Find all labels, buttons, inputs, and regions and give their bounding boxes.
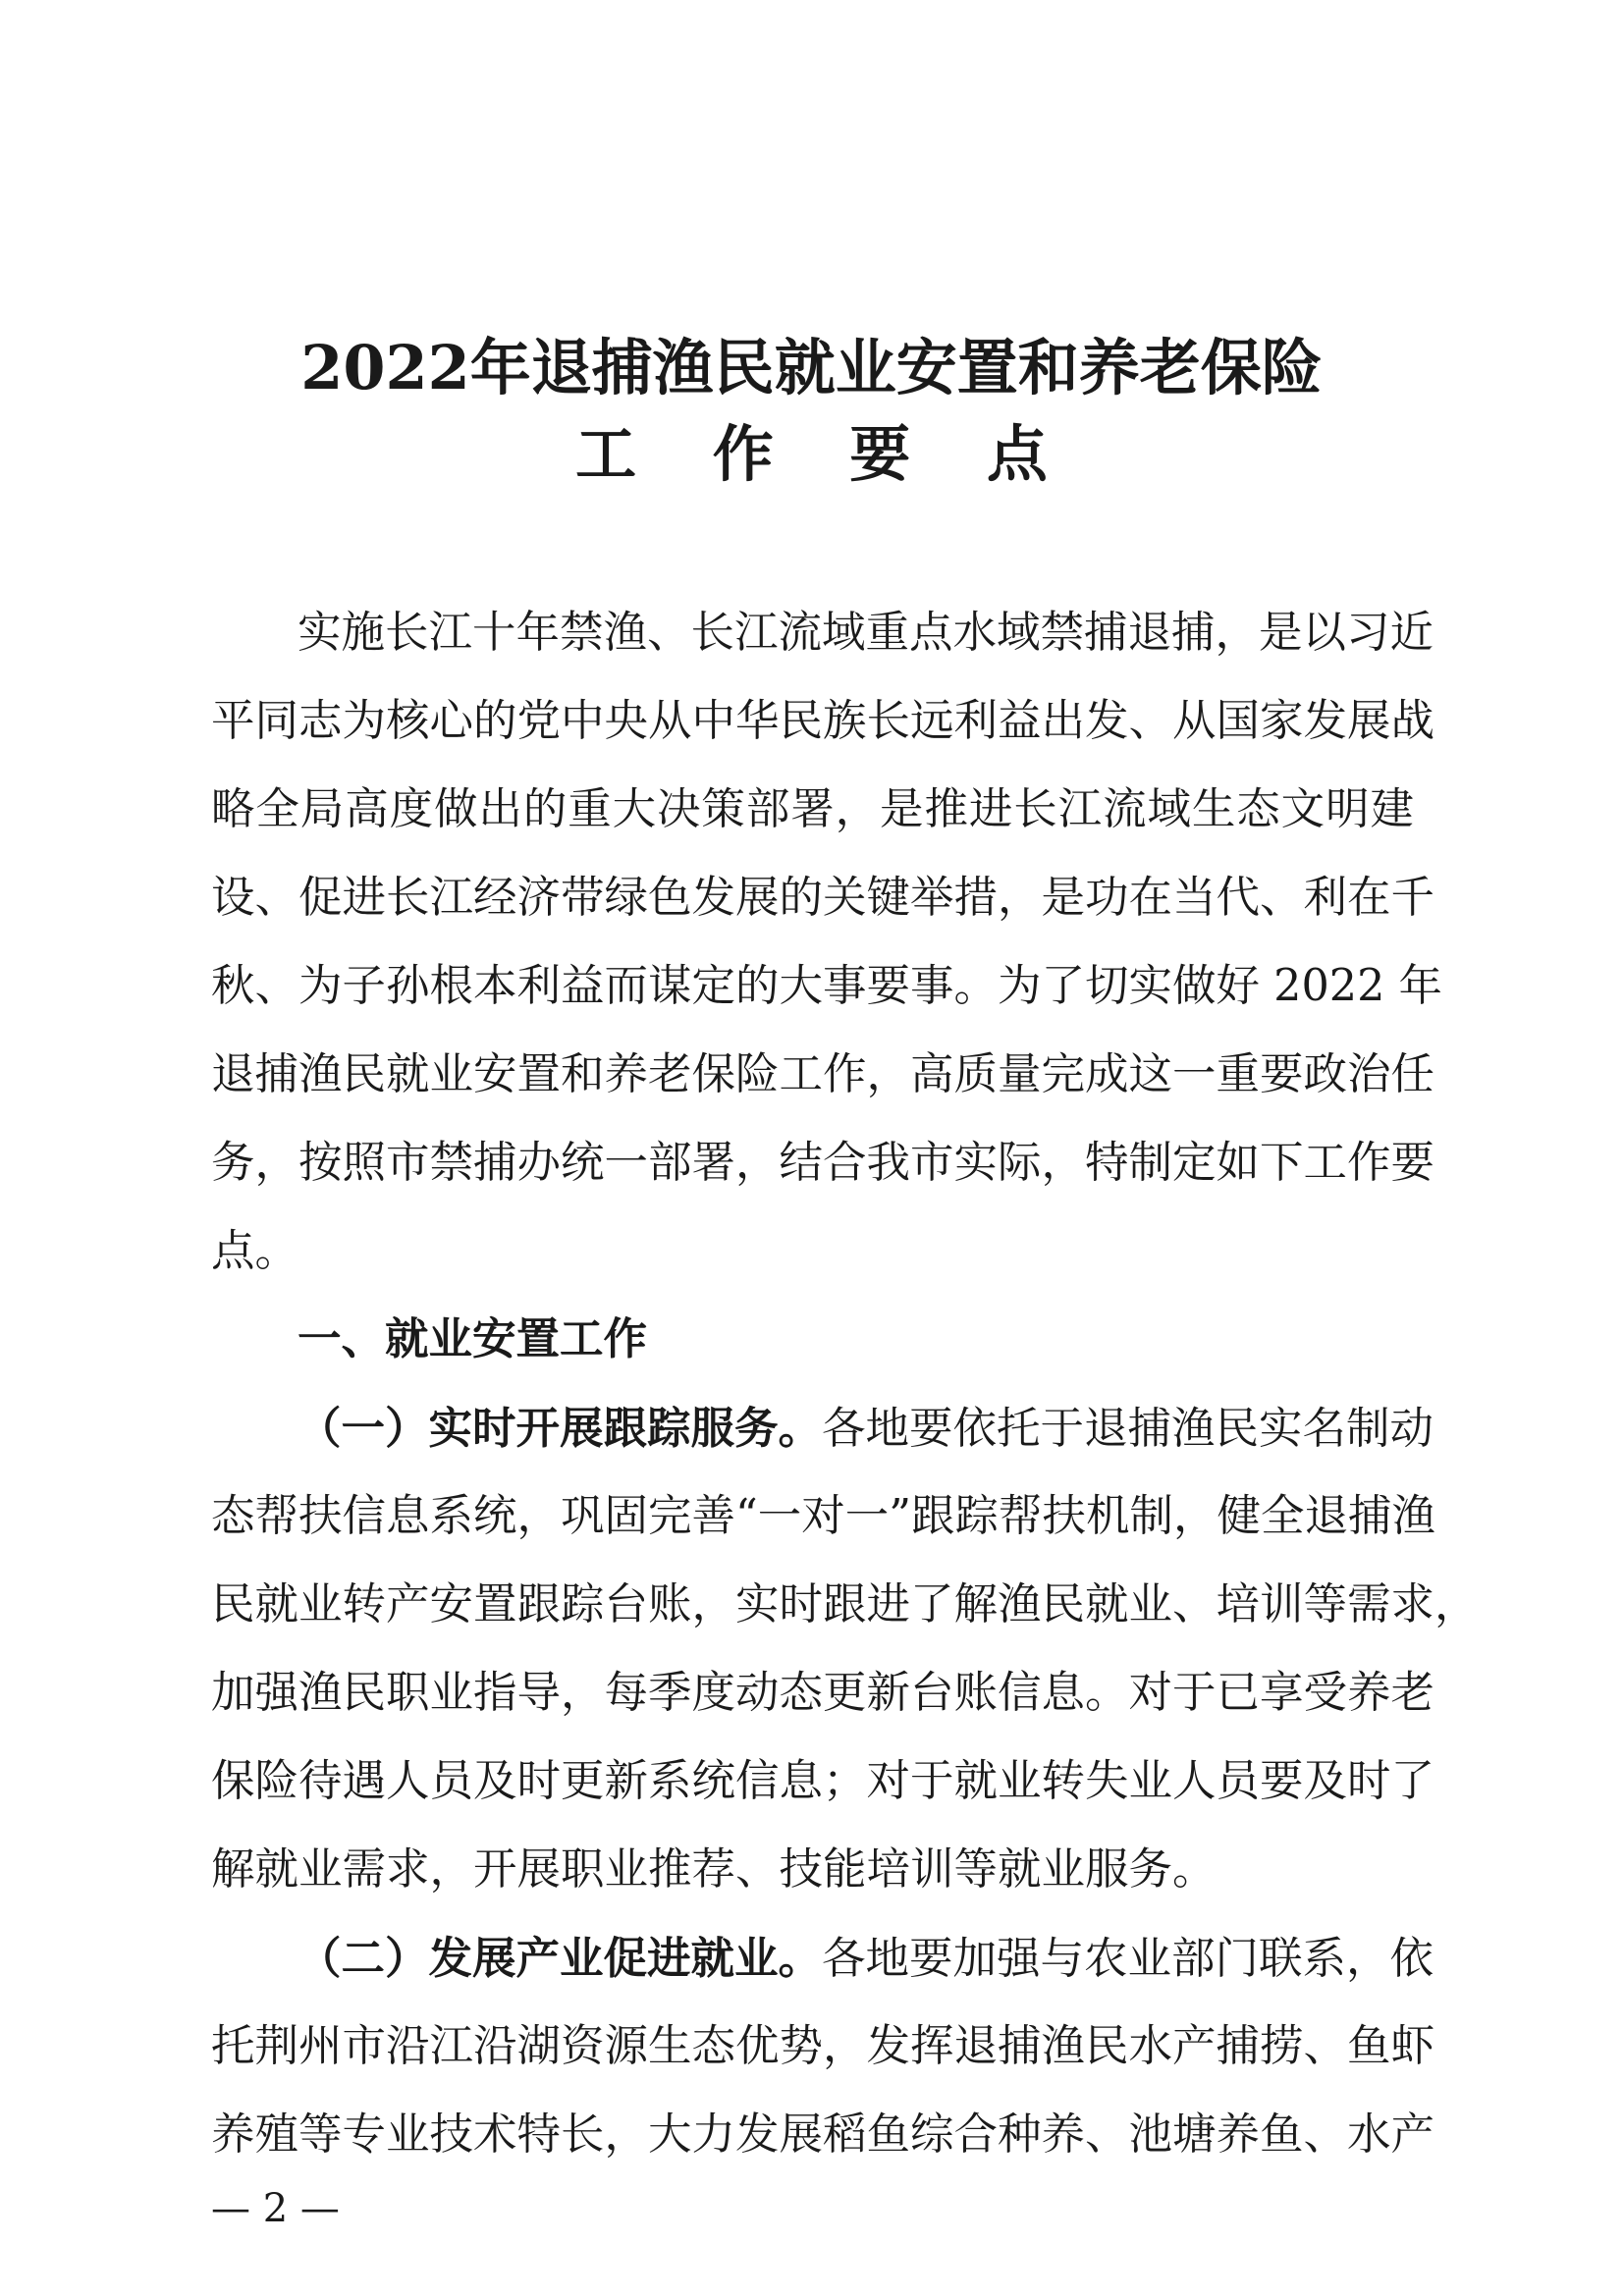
page-number: — 2 —	[211, 2186, 340, 2231]
intro-line-6: 退捕渔民就业安置和养老保险工作，高质量完成这一重要政治任	[211, 1049, 1435, 1099]
item-1-line-4: 加强渔民职业指导，每季度动态更新台账信息。对于已享受养老	[211, 1668, 1435, 1718]
intro-line-8: 点。	[211, 1226, 299, 1276]
document-title-line-2: 工 作 要 点	[575, 418, 1075, 490]
section-1-heading: 一、就业安置工作	[298, 1314, 648, 1364]
item-1-line-6: 解就业需求，开展职业推荐、技能培训等就业服务。	[211, 1844, 1217, 1895]
item-1-line-5: 保险待遇人员及时更新系统信息；对于就业转失业人员要及时了	[211, 1756, 1435, 1806]
item-2-first-line	[298, 1929, 1434, 1989]
item-2-first-line-rest: 各地要加强与农业部门联系，依	[822, 1934, 1434, 1984]
document-title-line-1: 2022年退捕渔民就业安置和养老保险	[300, 332, 1323, 403]
item-1-line-3: 民就业转产安置跟踪台账，实时跟进了解渔民就业、培训等需求，	[211, 1579, 1479, 1629]
item-2-line-3: 养殖等专业技术特长，大力发展稻鱼综合种养、池塘养鱼、水产	[211, 2109, 1435, 2160]
intro-line-7: 务，按照市禁捕办统一部署，结合我市实际，特制定如下工作要	[211, 1138, 1435, 1188]
item-2-label: （二）发展产业促进就业。	[298, 1933, 823, 1984]
item-1-first-line	[298, 1399, 1434, 1459]
intro-line-1: 实施长江十年禁渔、长江流域重点水域禁捕退捕，是以习近	[298, 608, 1434, 658]
intro-line-3: 略全局高度做出的重大决策部署，是推进长江流域生态文明建	[211, 784, 1414, 834]
item-1-first-line-rest: 各地要依托于退捕渔民实名制动	[822, 1404, 1434, 1454]
item-2-line-2: 托荆州市沿江沿湖资源生态优势，发挥退捕渔民水产捕捞、鱼虾	[211, 2021, 1435, 2071]
item-1-label: （一）实时开展跟踪服务。	[298, 1403, 823, 1454]
item-1-line-2: 态帮扶信息系统，巩固完善“一对一”跟踪帮扶机制，健全退捕渔	[211, 1491, 1436, 1541]
intro-line-5: 秋、为子孙根本利益而谋定的大事要事。为了切实做好 2022 年	[211, 961, 1443, 1011]
intro-line-4: 设、促进长江经济带绿色发展的关键举措，是功在当代、利在千	[211, 873, 1435, 923]
intro-line-2: 平同志为核心的党中央从中华民族长远利益出发、从国家发展战	[211, 696, 1435, 746]
